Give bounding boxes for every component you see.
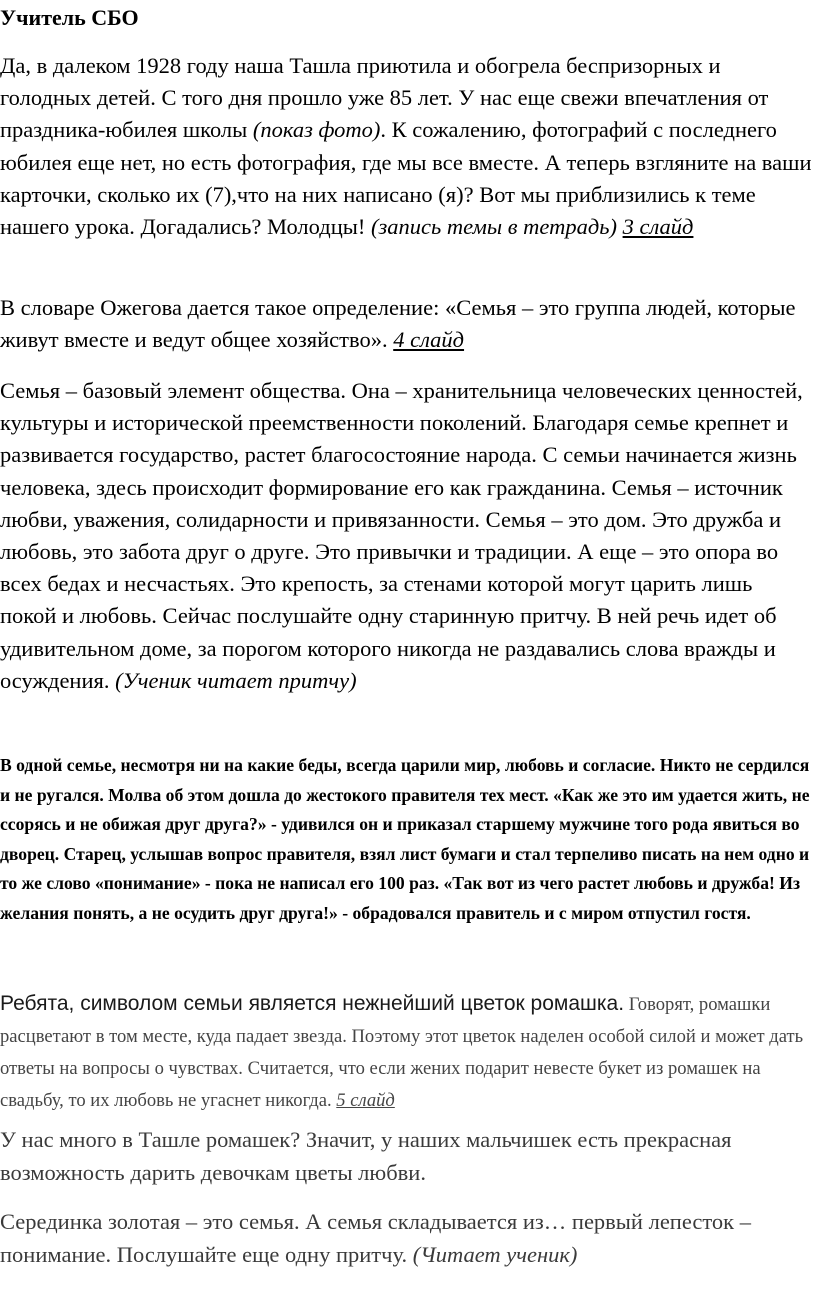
slide-ref-3: 3 слайд bbox=[622, 214, 694, 240]
document-heading: Учитель СБО bbox=[0, 5, 139, 30]
paragraph-family bbox=[0, 375, 812, 697]
slide-ref-4: 4 слайд bbox=[393, 327, 465, 353]
intro-note-topic: (запись темы в тетрадь) bbox=[371, 214, 617, 240]
family-note: (Ученик читает притчу) bbox=[115, 667, 357, 693]
paragraph-tashla: У нас много в Ташле ромашек? Значит, у наших мальчишек есть прекрасная возможность дарить девочкам цветы любви. bbox=[0, 1127, 732, 1185]
family-text: Семья – базовый элемент общества. Она – хранительница человеческих ценностей, культуры и исторической преемственности поколений. Благодаря семье крепнет и развивается государство, растет благосостояние народа. С семьи начинается жизнь человека, здесь происходит формирование его как гражданина. Семья – источник любви, уважения, солидарности и привязанности. Семья – это дом. Это дружба и любовь, это забота друг о друге. Это привычки и традиции. А еще – это опора во всех бедах и несчастьях. Это крепость, за стенами которой могут царить лишь покой и любовь. Сейчас послушайте одну старинную притчу. В ней речь идет об удивительном доме, за порогом которого никогда не раздавались слова вражды и осуждения. bbox=[0, 378, 803, 693]
core-note: (Читает ученик) bbox=[412, 1241, 578, 1267]
paragraph-core bbox=[0, 1206, 812, 1271]
core-text: Серединка золотая – это семья. А семья складывается из… первый лепесток – понимание. Послушайте еще одну притчу. bbox=[0, 1209, 751, 1267]
paragraph-chamomile bbox=[0, 988, 816, 1116]
slide-ref-5: 5 слайд bbox=[336, 1090, 395, 1111]
paragraph-definition bbox=[0, 292, 812, 356]
paragraph-intro bbox=[0, 50, 812, 243]
intro-text-2: . К сожалению, фотографий с последнего юбилея еще нет, но есть фотография, где мы все вместе. А теперь взгляните на ваши карточки, сколько их (7),что на них написано (я)? Вот мы приблизились к теме нашего урока. Догадались? Молодцы! bbox=[0, 117, 812, 240]
chamomile-lead: Ребята, символом семьи является нежнейший цветок ромашка. bbox=[0, 992, 625, 1015]
intro-note-photo: (показ фото) bbox=[252, 117, 381, 143]
chamomile-text: Говорят, ромашки расцветают в том месте, куда падает звезда. Поэтому этот цветок наделен особой силой и может дать ответы на вопросы о чувствах. Считается, что если жених подарит невесте букет из ромашек на свадьбу, то их любовь не угаснет никогда. bbox=[0, 994, 804, 1111]
intro-text-1: Да, в далеком 1928 году наша Ташла приютила и обогрела беспризорных и голодных детей. С того дня прошло уже 85 лет. У нас еще свежи впечатления от праздника-юбилея школы bbox=[0, 53, 769, 143]
definition-text: В словаре Ожегова дается такое определение: «Семья – это группа людей, которые живут вместе и ведут общее хозяйство». bbox=[0, 295, 796, 353]
paragraph-parable: В одной семье, несмотря ни на какие беды, всегда царили мир, любовь и согласие. Никто не сердился и не ругался. Молва об этом дошла до жестокого правителя тех мест. «Как же это им удается жить, не ссорясь и не обижая друг друга?» - удивился он и приказал старшему мужчине того рода явиться во дворец. Старец, услышав вопрос правителя, взял лист бумаги и стал терпеливо писать на нем одно и то же слово «понимание» - пока не написал его 100 раз. «Так вот из чего растет любовь и дружба! Из желания понять, а не осудить друг друга!» - обрадовался правитель и с миром отпустил гостя. bbox=[0, 755, 810, 923]
